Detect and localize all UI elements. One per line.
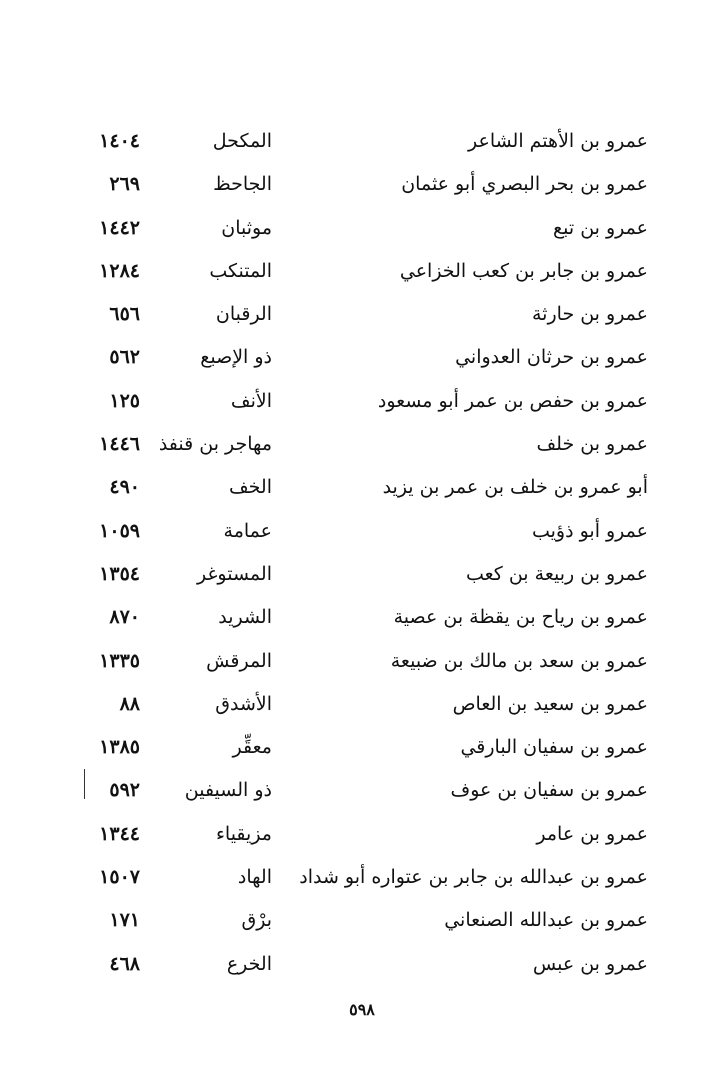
nickname: الرقبان <box>215 303 272 326</box>
index-entry <box>0 857 724 900</box>
nickname: الأنف <box>230 389 272 412</box>
entry-number: ٦٥٦ <box>109 303 140 326</box>
index-entry <box>0 121 724 164</box>
person-name: عمرو بن تبع <box>553 216 648 239</box>
nickname: الخرع <box>226 952 272 975</box>
index-entry <box>0 770 724 813</box>
entry-number: ٥٩٢ <box>109 779 140 802</box>
entry-number: ٤٩٠ <box>109 476 140 499</box>
index-entry <box>0 337 724 380</box>
nickname: مزيقياء <box>215 822 272 845</box>
nickname: ذو السيفين <box>184 779 272 802</box>
index-entry <box>0 597 724 640</box>
index-entry <box>0 424 724 467</box>
entry-number: ٨٨ <box>119 692 140 715</box>
index-entry <box>0 467 724 510</box>
entry-number: ٤٦٨ <box>109 952 140 975</box>
index-entry <box>0 294 724 337</box>
nickname: المرقش <box>206 649 272 672</box>
entry-number: ٨٧٠ <box>109 606 140 629</box>
nickname: الأشدق <box>215 692 272 715</box>
index-entry <box>0 641 724 684</box>
nickname: الخف <box>228 476 272 499</box>
person-name: عمرو بن ربيعة بن كعب <box>465 562 648 585</box>
index-entry <box>0 511 724 554</box>
entry-number: ١٤٠٤ <box>99 130 140 152</box>
index-entry <box>0 684 724 727</box>
index-entry <box>0 208 724 251</box>
entry-number: ١٧١ <box>109 909 140 932</box>
entry-number: ١٠٥٩ <box>99 519 140 542</box>
nickname: المستوغر <box>197 562 272 585</box>
entry-number: ١٣٣٥ <box>99 649 140 672</box>
nickname-index-list <box>0 121 724 987</box>
person-name: عمرو أبو ذؤيب <box>531 519 648 542</box>
nickname: الهاد <box>237 866 272 889</box>
person-name: عمرو بن عبدالله بن جابر بن عتواره أبو شداد <box>299 866 648 889</box>
nickname: المتنكب <box>209 259 272 282</box>
entry-number: ١٣٥٤ <box>99 562 140 585</box>
entry-number: ١٢٥ <box>109 389 140 412</box>
person-name: عمرو بن حفص بن عمر أبو مسعود <box>377 389 648 412</box>
entry-number: ٥٦٢ <box>109 346 140 369</box>
entry-number: ١٤٤٦ <box>99 433 140 456</box>
person-name: عمرو بن جابر بن كعب الخزاعي <box>399 259 648 282</box>
nickname: الجاحظ <box>213 173 272 196</box>
person-name: عمرو بن عامر <box>536 822 648 845</box>
index-entry <box>0 164 724 207</box>
person-name: عمرو بن سفيان بن عوف <box>450 779 648 802</box>
person-name: عمرو بن عبدالله الصنعاني <box>444 909 648 932</box>
entry-number: ١٤٤٢ <box>99 216 140 239</box>
nickname: المكحل <box>212 130 272 152</box>
person-name: عمرو بن بحر البصري أبو عثمان <box>401 173 648 196</box>
nickname: الشريد <box>218 606 272 629</box>
page-number: ٥٩٨ <box>349 1000 375 1019</box>
nickname: مهاجر بن قنفذ <box>158 433 272 456</box>
person-name: عمرو بن سعد بن مالك بن ضبيعة <box>390 649 648 672</box>
index-entry <box>0 554 724 597</box>
index-entry <box>0 900 724 943</box>
person-name: عمرو بن رياح بن يقظة بن عصية <box>393 606 648 629</box>
entry-number: ١٥٠٧ <box>99 866 140 889</box>
index-entry <box>0 944 724 987</box>
person-name: عمرو بن الأهتم الشاعر <box>468 130 648 152</box>
person-name: عمرو بن حرثان العدواني <box>455 346 648 369</box>
nickname: معقِّر <box>232 736 272 759</box>
person-name: عمرو بن عبس <box>532 952 648 975</box>
person-name: أبو عمرو بن خلف بن عمر بن يزيد <box>382 476 648 499</box>
person-name: عمرو بن سعيد بن العاص <box>452 692 648 715</box>
person-name: عمرو بن حارثة <box>532 303 648 326</box>
nickname: موثبان <box>221 216 272 239</box>
margin-rule <box>84 769 85 799</box>
entry-number: ٢٦٩ <box>109 173 140 196</box>
index-entry <box>0 251 724 294</box>
person-name: عمرو بن خلف <box>536 433 648 456</box>
index-entry <box>0 381 724 424</box>
nickname: برْق <box>241 909 272 932</box>
entry-number: ١٢٨٤ <box>99 259 140 282</box>
index-entry <box>0 727 724 770</box>
entry-number: ١٣٤٤ <box>99 822 140 845</box>
entry-number: ١٣٨٥ <box>99 736 140 759</box>
person-name: عمرو بن سفيان البارقي <box>460 736 648 759</box>
nickname: عمامة <box>223 519 272 542</box>
index-entry <box>0 814 724 857</box>
nickname: ذو الإصبع <box>200 346 272 369</box>
